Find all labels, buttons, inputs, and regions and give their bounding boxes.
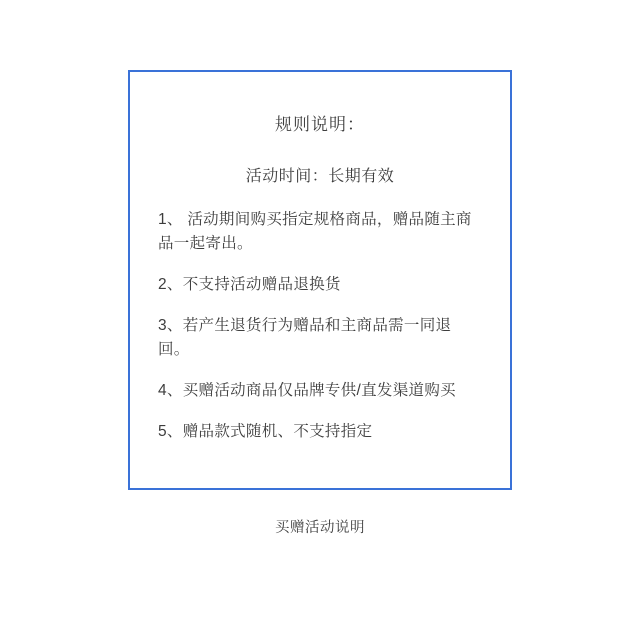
rules-card <box>128 70 512 490</box>
rules-title: 规则说明： <box>275 115 365 134</box>
activity-period: 活动时间：长期有效 <box>245 168 395 185</box>
rules-list <box>154 208 486 444</box>
image-caption: 买赠活动说明 <box>275 520 365 536</box>
list-item: 1、 活动期间购买指定规格商品，赠品随主商品一起寄出。 <box>158 211 472 253</box>
list-item: 3、若产生退货行为赠品和主商品需一同退回。 <box>158 317 452 359</box>
list-item: 2、不支持活动赠品退换货 <box>158 276 341 294</box>
list-item: 4、买赠活动商品仅品牌专供/直发渠道购买 <box>158 382 456 400</box>
list-item: 5、赠品款式随机、不支持指定 <box>158 423 373 441</box>
